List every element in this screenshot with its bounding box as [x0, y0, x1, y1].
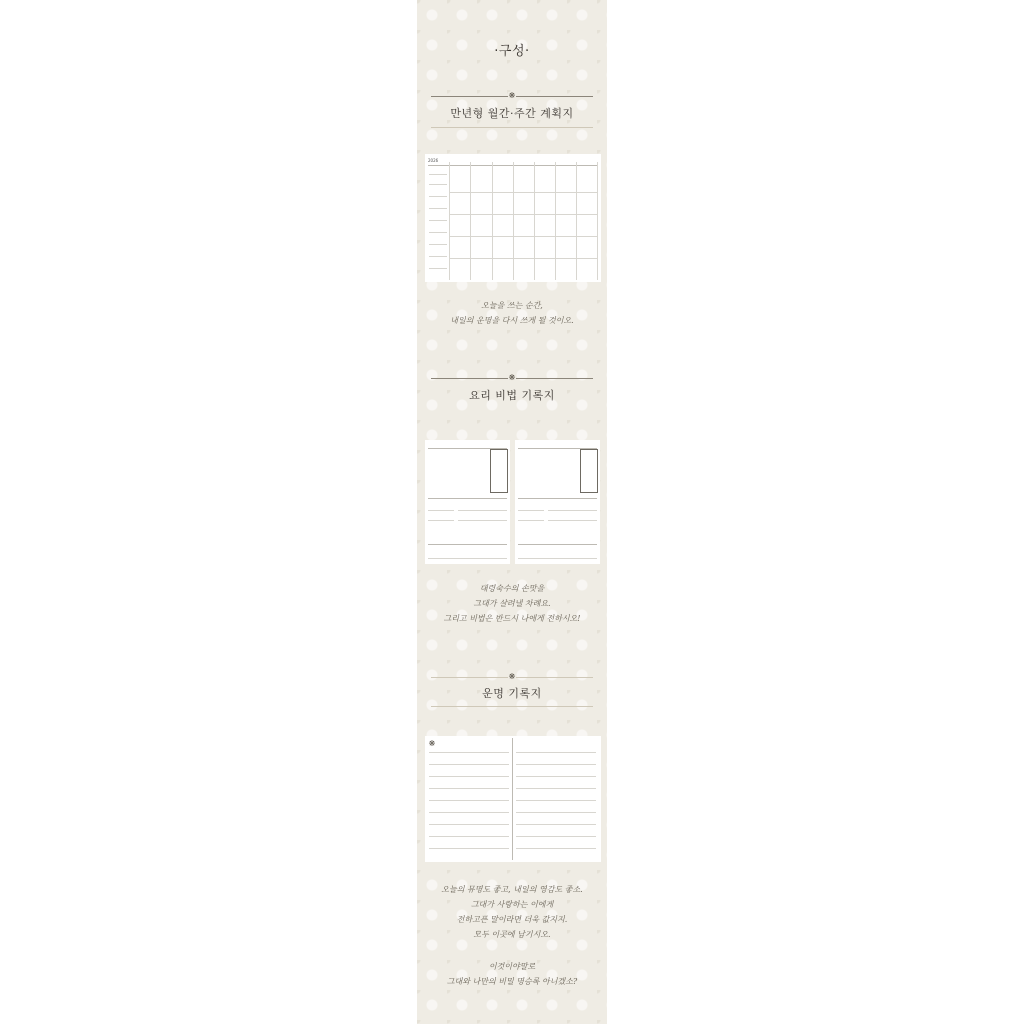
section-title-recipe: 요리 비법 기록지 [469, 389, 555, 402]
desc-line: 그리고 비법은 반드시 나에게 전하시오! [443, 614, 581, 623]
desc-line: 대령숙수의 손맛을 [479, 584, 545, 593]
desc-line: 그대가 살려낼 차례요. [473, 599, 551, 608]
page-title: ·구성· [494, 44, 530, 59]
ornament-icon: ❋ [428, 739, 436, 748]
fate-sample-image [425, 736, 601, 862]
desc-line: 오늘을 쓰는 순간, [481, 301, 543, 310]
planner-sample-image [425, 154, 601, 282]
closing-message [417, 959, 607, 989]
ornament-icon: ❋ [508, 672, 516, 681]
closing-line: 이것이야말로 [488, 962, 536, 971]
recipe-description [417, 581, 607, 626]
closing-line-emphasis: 그대와 나만의 비밀 명승록 아니겠소? [446, 977, 578, 986]
recipe-sample-right [515, 440, 600, 564]
desc-line: 그대가 사랑하는 이에게 [470, 900, 554, 909]
desc-line: 모두 이곳에 남기시오. [473, 930, 551, 939]
recipe-sample-left [425, 440, 510, 564]
detail-page-strip [417, 0, 607, 1024]
fate-description [417, 882, 607, 942]
ornament-icon: ❋ [508, 91, 516, 100]
desc-line: 오늘의 뮤명도 좋고, 내일의 영감도 좋소. [441, 885, 583, 894]
section-divider-bottom [431, 706, 593, 707]
desc-line: 전하고픈 말이라면 더욱 값지지. [456, 915, 568, 924]
section-divider-bottom [431, 127, 593, 128]
planner-description [417, 298, 607, 328]
section-title-fate: 운명 기록지 [482, 687, 542, 700]
planner-year-label: 2026 [428, 158, 439, 163]
desc-line: 내일의 운명을 다시 쓰게 될 것이오. [450, 316, 574, 325]
section-title-planner: 만년형 월간·주간 계획지 [450, 107, 574, 120]
ornament-icon: ❋ [508, 373, 516, 382]
